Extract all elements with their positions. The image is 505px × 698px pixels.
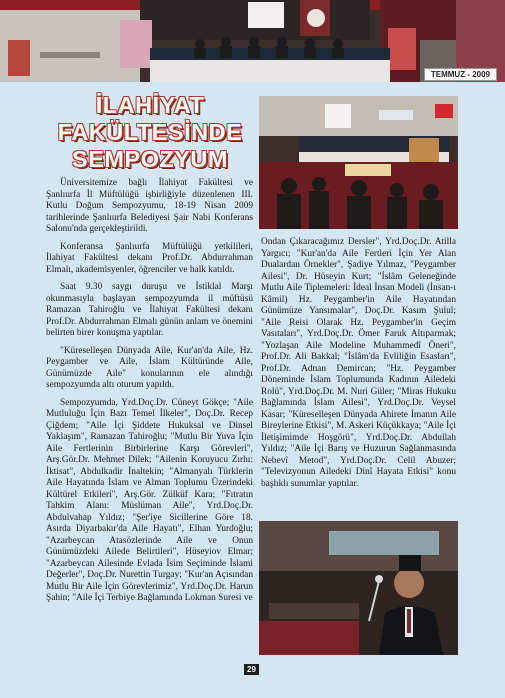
paragraph-1: Üniversitemize bağlı İlahiyat Fakültesi ve Şanlıurfa İl Müftülüğü işbirliğiyle düzenlenen III. Kutlu Doğum Sempozyumu, 18-19 Nisan 2009 tarihlerinde Şanlıurfa Belediyesi Şair Nabi Konferans Salonu'nda gerçekleştirildi.	[46, 178, 253, 234]
symposium-hall-photo	[259, 96, 458, 229]
paragraph-3: Saat 9.30 saygı duruşu ve İstiklal Marşı okunmasıyla başlayan sempozyumda il müftüsü Ramazan Tahiroğlu ve İlahiyat Fakültesi dekanı Prof.Dr. Abdurrahman Elmalı günün anlam ve önemini belirten birer konuşma yaptılar.	[46, 282, 253, 338]
speaker-image	[259, 521, 458, 655]
title-line-1: İLAHİYAT	[95, 92, 205, 118]
hall-image	[259, 96, 458, 229]
title-line-2: FAKÜLTESİNDE	[57, 119, 243, 145]
article-title	[38, 92, 262, 173]
article-column-right	[261, 237, 456, 496]
paragraph-4: "Küreselleşen Dünyada Aile, Kur'an'da Aile, Hz. Peygamber ve Aile, İslam Kültüründe Aile, Günümüzde Aile" konularının ele alındığı sempozyumda altı oturum yapıldı.	[46, 345, 253, 390]
article-column-left	[46, 178, 253, 611]
header-photo	[0, 0, 505, 82]
paragraph-5-continued: Ondan Çıkaracağımız Dersler", Yrd.Doç.Dr. Atilla Yargıcı; "Kur'an'da Aile Fertleri İçin Yer Alan Dualardan Örnekler", Şadiye Yılmaz, "Peygamber Ailesi", Dr. Hüseyin Kurt; "İslâm Geleneğinde Mutlu Aile Tiplemeleri: İdeal İnsan Modeli (İnsan-ı Kâmil) Hz. Peygamber'in Aile Hayatından Günümüze Yansımalar", Doç.Dr. Kasım Şulul; "Aile Reisi Olarak Hz. Peygamber'in Geçim Vasıtaları", Yrd.Doç.Dr. Ömer Faruk Altıparmak; "Yozlaşan Aile Modeline Muhammedî Öneri", Prof.Dr. Ali Bakkal; "İslâm'da Evliliğin Esasları", Prof.Dr. Adnan Demircan; "Hz. Peygamber Döneminde İslam Toplumunda Kadının Ailedeki Rolü", Yrd.Doç.Dr. M. Nuri Güler; "Miras Hukuku Bağlamında İslam Ailesi", Yrd.Doç.Dr. Veysel Kasar; "Küreselleşen Dünyada Ahirete İmanın Aile Bireylerine Etkisi", M. Askeri Küçükkaya; "Aile İçi İletişimimde Hoşgörü", Yrd.Doç.Dr. Abdullah Yıldız; "Aile İçi Barış ve Huzurun Sağlanmasında Nebevî Metod", Yrd.Doç.Dr. Celil Abuzer; "Televizyonun Ailedeki Dinî Hayata Etkisi" konu başlıklı sunumlar yaptılar.	[261, 237, 456, 489]
title-line-3: SEMPOZYUM	[72, 146, 228, 172]
speaker-photo	[259, 521, 458, 655]
paragraph-2: Konferansa Şanlıurfa Müftülüğü yetkilileri, İlahiyat Fakültesi dekanı Prof.Dr. Abdurrahman Elmalı, akademisyenler, öğrenciler ve halk katıldı.	[46, 241, 253, 275]
paragraph-5: Sempozyumda, Yrd.Doç.Dr. Cüneyt Gökçe; "Aile Mutluluğu İçin Bazı Temel İlkeler", Doç.Dr. Recep Çiğdem; "Aile İçi Şiddete Hukuksal ve Dinsel Yaklaşım", Ramazan Tahiroğlu; "Mutlu Bir Yuva İçin Aile Fertlerinin Birbirlerine Karşı Görevleri", Arş.Gör.Dr. Mehmet Dilek; "Ailenin Koruyucu Zırhı: İktisat", Abdulkadir İnaltekin; "Almanyalı Türklerin Aile Hayatında İslam ve Alman Toplumu Üzerindeki Kültürel Etkileri", Arş.Gör. Zülküf Kara; "Fıtratın Tahkim Alanı: Müslüman Aile", Yrd.Doç.Dr. Abdulvahap Yıldız; "Şer'iye Sicillerine Göre 18. Asırda Diyarbakır'da Aile Hayatı", Elhan Yurdoğlu; "Azarbeycan Atasözlerinde Aile ve Onun Günümüzdeki Ailede Belirtileri", Hüseyiov Elmar; "Azarbeycan Ailesinde Evlada İsim Seçiminde İslami Değerler", Doç.Dr. Nurettin Turgay; "Kur'an Açısından Mutlu Bir Aile İçin Görevlerimiz", Yrd.Doç.Dr. Harun Şahin; "Aile İçi Terbiye Bağlamında Lokman Suresi ve	[46, 397, 253, 603]
date-badge: TEMMUZ - 2009	[424, 68, 497, 81]
page-number: 29	[244, 664, 259, 675]
